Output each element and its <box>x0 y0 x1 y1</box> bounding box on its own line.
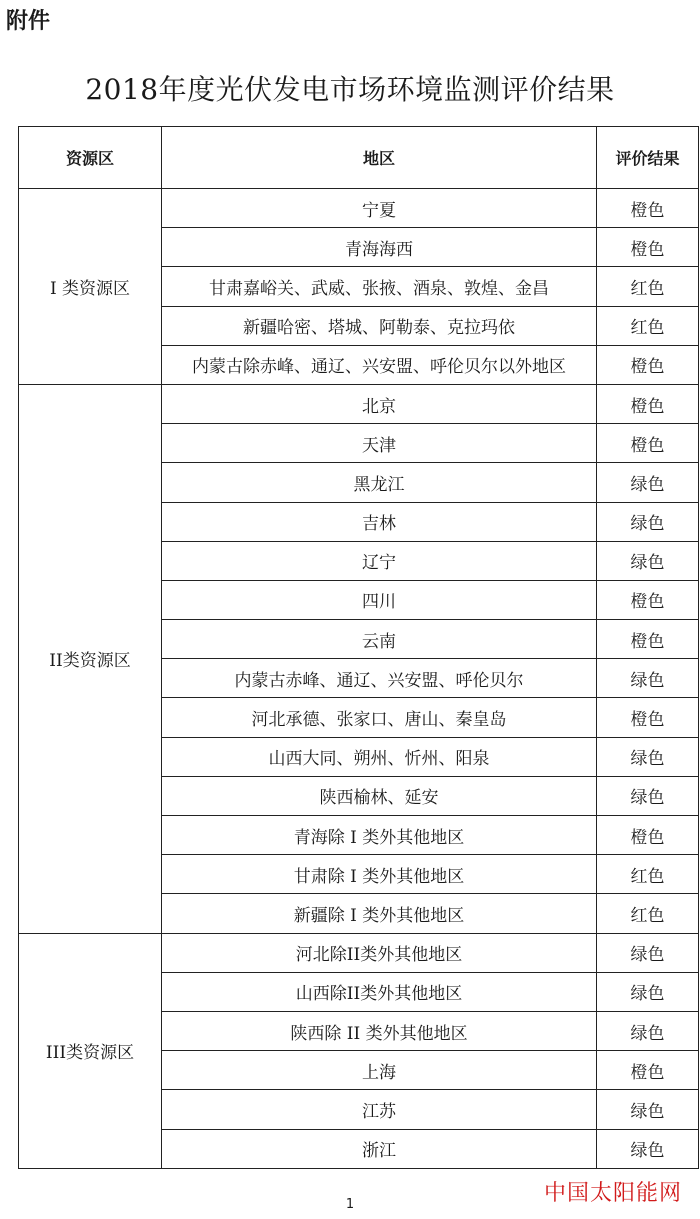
table-header-row <box>19 127 699 189</box>
result-cell: 绿色 <box>597 463 699 502</box>
result-cell: 橙色 <box>597 424 699 463</box>
region-cell: 云南 <box>162 620 597 659</box>
result-cell: 红色 <box>597 306 699 345</box>
region-cell: 北京 <box>162 384 597 423</box>
zone-cell: III类资源区 <box>19 933 162 1168</box>
column-header-region: 地区 <box>162 127 597 189</box>
region-cell: 陕西榆林、延安 <box>162 776 597 815</box>
site-watermark: 中国太阳能网 <box>543 1181 682 1206</box>
result-cell: 绿色 <box>597 1090 699 1129</box>
region-cell: 新疆除 I 类外其他地区 <box>162 894 597 933</box>
region-cell: 江苏 <box>162 1090 597 1129</box>
result-cell: 橙色 <box>597 189 699 228</box>
table-row <box>19 189 699 228</box>
result-cell: 橙色 <box>597 620 699 659</box>
region-cell: 甘肃除 I 类外其他地区 <box>162 855 597 894</box>
page-number: 1 <box>345 1197 355 1212</box>
region-cell: 四川 <box>162 580 597 619</box>
region-cell: 青海除 I 类外其他地区 <box>162 816 597 855</box>
result-cell: 橙色 <box>597 345 699 384</box>
result-cell: 绿色 <box>597 737 699 776</box>
evaluation-table <box>18 126 699 1169</box>
region-cell: 山西大同、朔州、忻州、阳泉 <box>162 737 597 776</box>
attachment-label: 附件 <box>6 9 51 34</box>
zone-cell: I 类资源区 <box>19 189 162 385</box>
region-cell: 河北承德、张家口、唐山、秦皇岛 <box>162 698 597 737</box>
result-cell: 橙色 <box>597 698 699 737</box>
region-cell: 宁夏 <box>162 189 597 228</box>
region-cell: 山西除II类外其他地区 <box>162 972 597 1011</box>
result-cell: 绿色 <box>597 776 699 815</box>
result-cell: 红色 <box>597 267 699 306</box>
region-cell: 河北除II类外其他地区 <box>162 933 597 972</box>
result-cell: 橙色 <box>597 1051 699 1090</box>
result-cell: 橙色 <box>597 816 699 855</box>
column-header-result: 评价结果 <box>597 127 699 189</box>
result-cell: 橙色 <box>597 384 699 423</box>
result-cell: 绿色 <box>597 1129 699 1168</box>
table-row <box>19 933 699 972</box>
region-cell: 黑龙江 <box>162 463 597 502</box>
region-cell: 青海海西 <box>162 228 597 267</box>
table-body <box>19 189 699 1169</box>
document-title: 2018年度光伏发电市场环境监测评价结果 <box>85 73 615 106</box>
column-header-zone: 资源区 <box>19 127 162 189</box>
result-cell: 绿色 <box>597 659 699 698</box>
region-cell: 内蒙古赤峰、通辽、兴安盟、呼伦贝尔 <box>162 659 597 698</box>
region-cell: 陕西除 II 类外其他地区 <box>162 1011 597 1050</box>
region-cell: 天津 <box>162 424 597 463</box>
region-cell: 辽宁 <box>162 541 597 580</box>
result-cell: 绿色 <box>597 1011 699 1050</box>
result-cell: 绿色 <box>597 502 699 541</box>
region-cell: 内蒙古除赤峰、通辽、兴安盟、呼伦贝尔以外地区 <box>162 345 597 384</box>
result-cell: 橙色 <box>597 580 699 619</box>
region-cell: 甘肃嘉峪关、武威、张掖、酒泉、敦煌、金昌 <box>162 267 597 306</box>
region-cell: 浙江 <box>162 1129 597 1168</box>
result-cell: 橙色 <box>597 228 699 267</box>
result-cell: 绿色 <box>597 933 699 972</box>
region-cell: 新疆哈密、塔城、阿勒泰、克拉玛依 <box>162 306 597 345</box>
table-row <box>19 384 699 423</box>
result-cell: 红色 <box>597 894 699 933</box>
region-cell: 吉林 <box>162 502 597 541</box>
result-cell: 绿色 <box>597 541 699 580</box>
result-cell: 绿色 <box>597 972 699 1011</box>
result-cell: 红色 <box>597 855 699 894</box>
zone-cell: II类资源区 <box>19 384 162 933</box>
region-cell: 上海 <box>162 1051 597 1090</box>
